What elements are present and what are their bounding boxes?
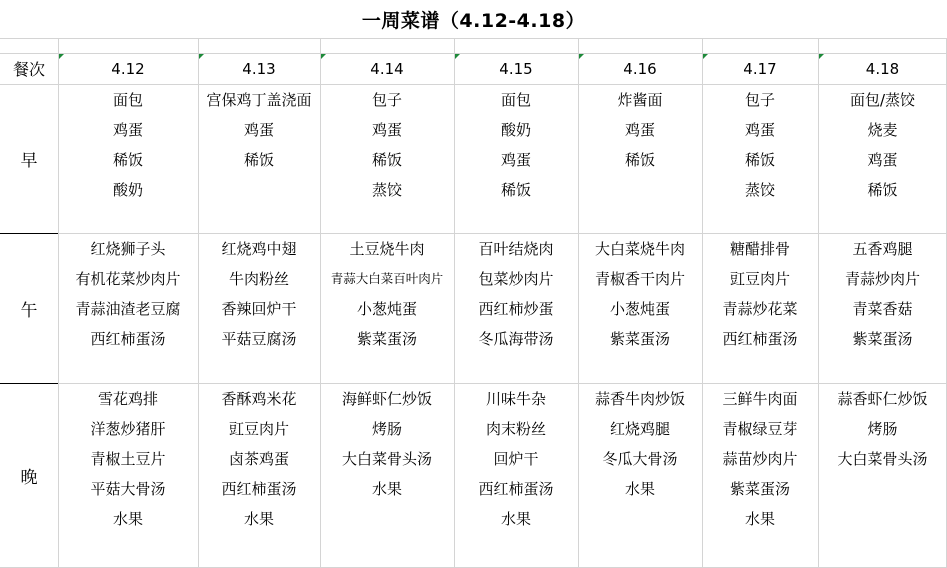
dish-cell: 卤茶鸡蛋 [228,449,289,468]
comment-marker [579,54,584,59]
dish-cell [198,174,320,204]
dish-cell: 水果 [744,509,775,528]
dish-cell [198,353,320,383]
dish-cell: 鸡蛋 [112,120,143,139]
date-header: 4.16 [623,59,657,78]
comment-marker [59,54,64,59]
dish-cell [578,174,702,204]
dish-cell: 洋葱炒猪肝 [90,419,166,438]
dish-cell: 香辣回炉干 [221,299,297,318]
dish-cell: 大白菜骨头汤 [837,449,928,468]
meal-label: 晚 [20,467,38,488]
dish-cell: 酸奶 [112,180,143,199]
dish-cell: 水果 [371,479,402,498]
dish-cell: 红烧鸡中翅 [221,239,297,258]
dish-cell [58,353,198,383]
dish-cell: 青椒土豆片 [90,449,166,468]
dish-cell [198,204,320,234]
dish-cell: 西红柿蛋汤 [478,479,554,498]
date-header: 4.14 [370,59,404,78]
dish-cell: 稀饭 [371,150,402,169]
dish-cell: 青蒜炒花菜 [722,299,798,318]
comment-marker [199,54,204,59]
dish-cell [818,473,947,503]
dish-cell: 红烧鸡腿 [609,419,670,438]
dish-cell: 鸡蛋 [624,120,655,139]
dish-cell: 红烧狮子头 [90,239,166,258]
comment-marker [455,54,460,59]
dish-cell: 有机花菜炒肉片 [75,269,181,288]
dish-cell: 稀饭 [867,180,898,199]
dish-cell: 冬瓜海带汤 [478,329,554,348]
date-header: 4.13 [242,59,276,78]
dish-cell: 蒜香虾仁炒饭 [837,389,928,408]
dish-cell [578,503,702,533]
dish-cell: 烧麦 [867,120,898,139]
date-header: 4.12 [111,59,145,78]
comment-marker [703,54,708,59]
dish-cell: 水果 [500,509,531,528]
dish-cell: 鸡蛋 [867,150,898,169]
dish-cell [818,353,947,383]
meal-label: 午 [20,300,38,321]
dish-cell: 水果 [624,479,655,498]
dish-cell: 包菜炒肉片 [478,269,554,288]
dish-cell: 蒜香牛肉炒饭 [594,389,685,408]
dish-cell: 香酥鸡米花 [221,389,297,408]
dish-cell [58,204,198,234]
dish-cell: 豇豆肉片 [729,269,790,288]
meal-label: 早 [20,151,38,171]
dish-cell [702,353,818,383]
dish-cell: 牛肉粉丝 [228,269,289,288]
dish-cell: 稀饭 [500,180,531,199]
dish-cell: 西红柿炒蛋 [478,299,554,318]
comment-marker [321,54,326,59]
dish-cell: 肉末粉丝 [485,419,546,438]
dish-cell [320,204,454,234]
dish-cell: 小葱炖蛋 [356,299,417,318]
dish-cell: 百叶结烧肉 [478,239,554,258]
dish-cell: 蒸饺 [371,180,402,199]
dish-cell: 酸奶 [500,120,531,139]
menu-title: 一周菜谱（4.12-4.18） [361,9,586,32]
dish-cell: 包子 [744,90,775,109]
dish-cell: 水果 [112,509,143,528]
dish-cell: 青椒香干肉片 [594,269,685,288]
dish-cell: 平菇豆腐汤 [221,329,297,348]
dish-cell: 鸡蛋 [243,120,274,139]
dish-cell [578,204,702,234]
dish-cell: 鸡蛋 [500,150,531,169]
dish-cell: 稀饭 [112,150,143,169]
dish-cell: 青蒜大白菜百叶肉片 [330,271,444,286]
meal-header: 餐次 [12,60,45,79]
dish-cell: 三鲜牛肉面 [722,389,798,408]
dish-cell: 鸡蛋 [744,120,775,139]
dish-cell: 稀饭 [744,150,775,169]
dish-cell [818,204,947,234]
dish-cell: 稀饭 [243,150,274,169]
dish-cell: 紫菜蛋汤 [852,329,913,348]
dish-cell: 冬瓜大骨汤 [602,449,678,468]
dish-cell: 烤肠 [867,419,898,438]
dish-cell: 土豆烧牛肉 [349,239,425,258]
dish-cell [454,204,578,234]
dish-cell: 雪花鸡排 [97,389,158,408]
dish-cell: 紫菜蛋汤 [609,329,670,348]
dish-cell: 鸡蛋 [371,120,402,139]
date-header: 4.17 [743,59,777,78]
dish-cell [320,503,454,533]
dish-cell: 紫菜蛋汤 [356,329,417,348]
dish-cell: 青菜香菇 [852,299,913,318]
dish-cell: 包子 [371,90,402,109]
dish-cell: 五香鸡腿 [852,239,913,258]
dish-cell: 大白菜骨头汤 [341,449,432,468]
date-header: 4.18 [865,59,900,78]
dish-cell [702,204,818,234]
dish-cell: 回炉干 [493,449,539,468]
dish-cell: 蒸饺 [744,180,775,199]
dish-cell: 青椒绿豆芽 [722,419,798,438]
dish-cell: 烤肠 [371,419,402,438]
dish-cell: 大白菜烧牛肉 [594,239,685,258]
dish-cell [454,353,578,383]
dish-cell: 川味牛杂 [485,389,546,408]
dish-cell: 西红柿蛋汤 [722,329,798,348]
dish-cell: 青蒜油渣老豆腐 [75,299,181,318]
dish-cell: 面包 [500,90,531,109]
dish-cell [818,503,947,533]
dish-cell: 紫菜蛋汤 [729,479,790,498]
dish-cell: 平菇大骨汤 [90,479,166,498]
dish-cell: 小葱炖蛋 [609,299,670,318]
grid-line [0,38,947,39]
dish-cell: 青蒜炒肉片 [844,269,920,288]
dish-cell: 面包 [112,90,143,109]
dish-cell: 炸酱面 [617,90,663,109]
dish-cell: 水果 [243,509,274,528]
dish-cell: 糖醋排骨 [729,239,790,258]
dish-cell: 宫保鸡丁盖浇面 [206,90,312,109]
dish-cell: 西红柿蛋汤 [90,329,166,348]
dish-cell [320,353,454,383]
dish-cell: 豇豆肉片 [228,419,289,438]
dish-cell [578,353,702,383]
dish-cell: 海鲜虾仁炒饭 [341,389,432,408]
comment-marker [819,54,824,59]
dish-cell: 面包/蒸饺 [849,90,916,109]
date-header: 4.15 [499,59,533,78]
dish-cell: 稀饭 [624,150,655,169]
dish-cell: 蒜苗炒肉片 [722,449,798,468]
dish-cell: 西红柿蛋汤 [221,479,297,498]
